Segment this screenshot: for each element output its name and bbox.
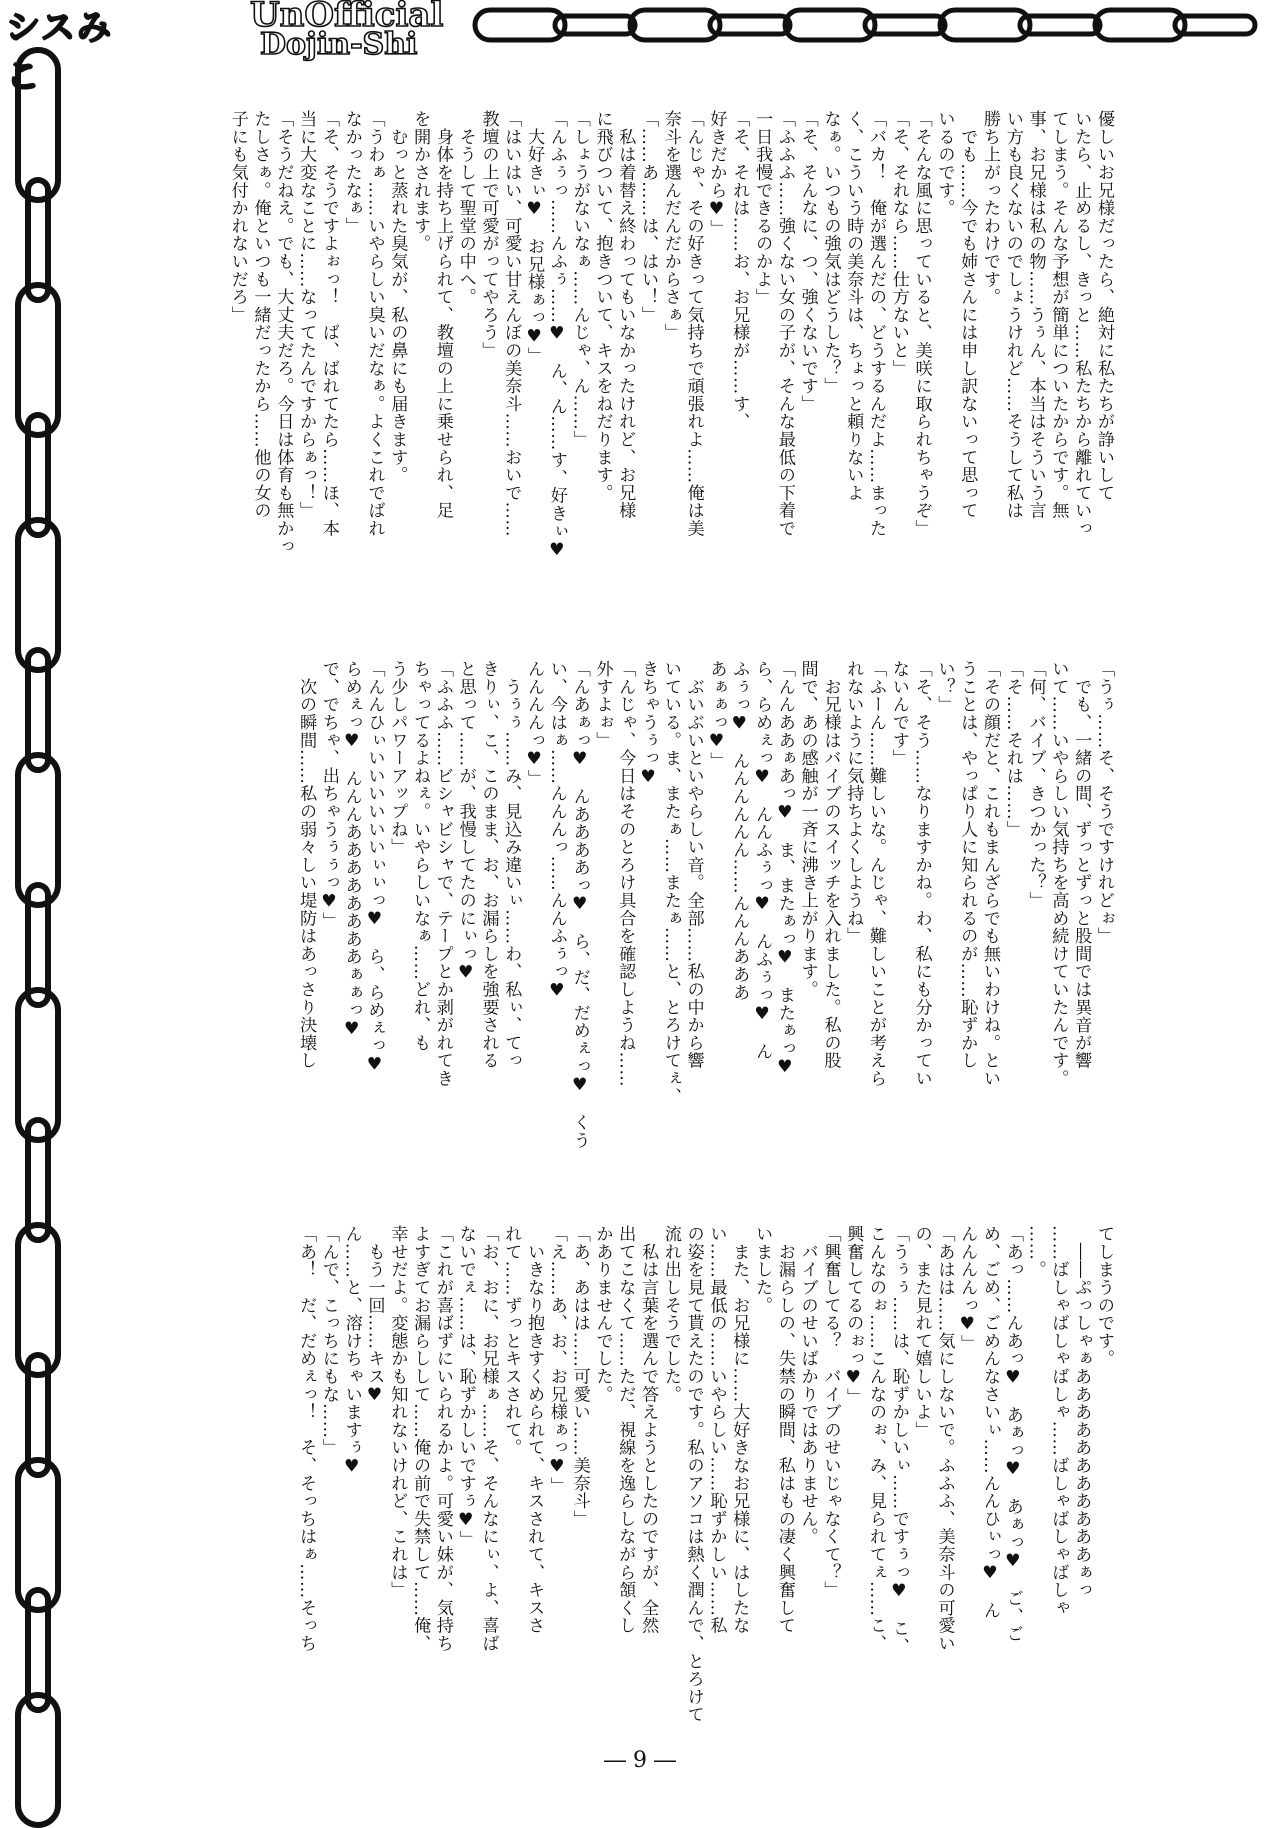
text-column: 次の瞬間……私の弱々しい堤防はあっさり決壊し (296, 660, 317, 1070)
text-column: 流れ出しそうでした。 (660, 1225, 681, 1403)
text-column: 「そ、それなら……仕方ないと」 (888, 110, 909, 377)
text-column: ふぅっ♥ んんんんんん……んんんあああ (729, 660, 750, 1001)
text-column: 教壇の上で可愛がってやろう」 (478, 110, 499, 360)
text-column: 幸せだよ。変態かも知れないけれど、これは」 (387, 1225, 408, 1599)
text-column: よすぎてお漏らしして……俺の前で失禁して……俺、 (410, 1225, 431, 1653)
text-column: 「しょうがないなぁ……んじゃ、ん……」 (569, 110, 590, 449)
chain-top-decoration (470, 0, 1280, 50)
text-column: 「バカ！ 俺が選んだの、どうするんだよ……まった (866, 110, 887, 538)
text-column: 「え……あ、お、お兄様ぁっ♥」 (546, 1225, 567, 1495)
text-column: い？」 (934, 660, 955, 714)
text-column: れないように気持ちよくしようね」 (843, 660, 864, 945)
text-column: ぶいぶいといやらしい音。全部……私の中から響 (683, 660, 704, 1070)
text-column: ……ばしゃばしゃばしゃ……ばしゃばしゃばしゃ (1048, 1225, 1069, 1617)
chain-left-decoration (0, 40, 80, 1828)
text-column: 事、お兄様は私の物……うぅん、本当はそういう言 (1025, 110, 1046, 520)
page-header (0, 0, 1280, 110)
text-column: 「ふふふ……強くない女の子が、そんな最低の下着で (774, 110, 795, 538)
text-column: たしさぁ。俺といつも一緒だったから……他の女の (250, 110, 271, 520)
text-column: 勝ち上がったわけです。 (980, 110, 1001, 306)
text-column: バイブのせいばかりではありません。 (797, 1225, 818, 1546)
text-column: うぅぅ……み、見込み違いぃ……わ、私ぃ、てっ (501, 660, 522, 1070)
text-column: 「その顔だと、これもまんざらでも無いわけね。とい (980, 660, 1001, 1088)
text-column: てしまうのです。 (1094, 1225, 1114, 1368)
text-column: 「そうだねえ。でも、大丈夫だろ。今日は体育も無かっ (273, 110, 294, 555)
text-column: 私は言葉を選んで答えようとしたのですが、全然 (638, 1225, 659, 1635)
text-column: 身体を持ち上げられて、教壇の上に乗せられ、足 (432, 110, 453, 520)
text-column: 「興奮してる？ バイブのせいじゃなくて？」 (820, 1225, 841, 1599)
text-column: 子にも気付かれないだろ」 (227, 110, 248, 324)
text-column: 「ふーん……難しいな。んじゃ、難しいことが考えら (866, 660, 887, 1088)
text-column: の姿を見て貰えたのです。私のアソコは熱く潤んで、とろけて (683, 1225, 704, 1724)
text-column: ないでぇ……は、恥ずかしいですぅ♥」 (455, 1225, 476, 1549)
text-column: 「……あ……は、はい！」 (638, 110, 659, 324)
text-column: いるのです。 (934, 110, 955, 217)
subtitle-line1: UnOfficial (250, 0, 444, 35)
text-column: 出てこなくて……ただ、視線を逸らしながら頷くし (615, 1225, 636, 1635)
text-column: 私は着替え終わってもいなかったけれど、お兄様 (615, 110, 636, 520)
text-column: 「何、バイブ、きつかった？」 (1025, 660, 1046, 910)
text-block-top (226, 110, 1115, 585)
text-column: 「そんな風に思っていると、美咲に取られちゃうぞ」 (911, 110, 932, 538)
text-column: お兄様はバイブのスイッチを入れました。私の股 (820, 660, 841, 1070)
text-column: い、今はぁ……んんんっ……んんふぅっ♥ (546, 660, 567, 1001)
text-column: んんんんっ♥」 (957, 1225, 978, 1353)
text-column: を開かされます。 (410, 110, 431, 253)
text-column: に飛びついて、抱きついて、キスをねだります。 (592, 110, 613, 502)
title-logo: シスみこ (6, 8, 113, 97)
text-column: お漏らしの、失禁の瞬間、私はもの凄く興奮して (774, 1225, 795, 1635)
text-column: また、お兄様に……大好きなお兄様に、はしたな (729, 1225, 750, 1635)
text-column: 「んんああぁあっ♥ ま、またぁっ♥ またぁっ♥ (774, 660, 795, 1078)
text-column: 「んじゃ、その好きって気持ちで頑張れよ……俺は美 (683, 110, 704, 538)
text-column: もう一回……キス♥ (364, 1225, 385, 1406)
text-column: 「そ……それは……」 (1002, 660, 1023, 838)
text-column: うことは、やっぱり人に知られるのが……恥ずかし (957, 660, 978, 1070)
text-column: い方も良くないのでしょうけれど……そうして私は (1002, 110, 1023, 520)
text-column: 奈斗を選んだんだからさぁ」 (660, 110, 681, 342)
text-column: れて……ずっとキスされて。 (501, 1225, 522, 1457)
text-column: いました。 (752, 1225, 773, 1314)
text-column: 当に大変なことに……なってたんですからぁっ！」 (296, 110, 317, 520)
text-column: らめぇっ♥ んんんああああああああぁぁっ♥ (341, 660, 362, 1040)
text-column: なかったなぁ」 (341, 110, 362, 235)
text-column: 「そ、それは……お、お兄様が……す、 (729, 110, 750, 431)
text-column: こんなのぉ……こんなのぉ、み、見られてぇ……こ、 (866, 1225, 887, 1653)
text-column: ちゃってるよねぇ。いやらしいなぁ……どれ、も (410, 660, 431, 1052)
text-column: う少しパワーアップね」 (387, 660, 408, 856)
text-column: 「そ、そんなに、つ、強くないです」 (797, 110, 818, 413)
text-column: きちゃうぅっ♥ (638, 660, 659, 788)
text-column: ……。 (1025, 1225, 1046, 1279)
text-column: 「うぅ……そ、そうですけれどぉ」 (1094, 660, 1114, 945)
text-column: 「んで、こっちにもな……」 (318, 1225, 339, 1457)
text-column: 大好きぃ♥ お兄様ぁっ♥」 (524, 110, 545, 365)
text-column: ないんです」 (888, 660, 909, 767)
text-column: 「んふぅっ……んふぅ……♥ ん、ん……す、好きぃ♥ (546, 110, 567, 561)
text-column: 「ふふふ……ビシャビシャで、テープとか剥がれてき (432, 660, 453, 1088)
subtitle (250, 0, 443, 60)
text-block-middle (294, 660, 1115, 1155)
text-column: 「うわぁ……いやらしい臭いだなぁ。よくこれでばれ (364, 110, 385, 538)
text-column: かありませんでした。 (592, 1225, 613, 1403)
text-column: いたら、止めるし、きっと……私たちから離れていっ (1071, 110, 1092, 538)
text-column: 興奮してるのぉっ♥」 (843, 1225, 864, 1406)
text-column: め、ごめ、ごめんなさいぃ……んんひぃっ♥ ん (980, 1225, 1001, 1620)
text-column: と思って……が、我慢してたのにぃっ♥ (455, 660, 476, 984)
text-column: 「これが喜ばずにいられるかよ。可愛い妹が、気持ち (432, 1225, 453, 1653)
text-column: 「あはは……気にしないで。ふふふ、美奈斗の可愛い (934, 1225, 955, 1653)
text-column: 「そ、そう……なりますかね。わ、私にも分かってい (911, 660, 932, 1088)
text-column: いきなり抱きすくめられて、キスされて、キスさ (524, 1225, 545, 1635)
text-column: い……最低の……いやらしい……恥ずかしい……私 (706, 1225, 727, 1635)
text-column: ら、らめぇっ♥ んんふぅっ♥ んふぅっ♥ ん (752, 660, 773, 1060)
text-column: きりぃ、こ、このまま、お、お漏らしを強要される (478, 660, 499, 1070)
text-column: 好きだから♥」 (706, 110, 727, 238)
text-column: 「あっ……んあっ♥ あぁっ♥ あぁっ♥ ご、ご (1002, 1225, 1023, 1643)
text-column: でも……今でも姉さんには申し訳ないって思って (957, 110, 978, 520)
text-column: の、また見れて嬉しいよ」 (911, 1225, 932, 1439)
text-column: で、でちゃ、出ちゃうぅぅっ♥」 (318, 660, 339, 930)
text-column: いている。ま、またぁ……またぁ……と、とろけてぇ、 (660, 660, 681, 1105)
text-column: 一日我慢できるのかよ」 (752, 110, 773, 306)
text-column: てしまう。そんな予想が簡単についたからです。無 (1048, 110, 1069, 520)
text-column: ――ぷっしゃぁあああああああああああぁっ (1071, 1225, 1092, 1599)
page-number: ― 9 ― (604, 1748, 676, 1773)
text-column: 「んじゃ、今日はそのとろけ具合を確認しようね…… (615, 660, 636, 1088)
text-block-bottom (294, 1225, 1115, 1725)
text-column: 「んんひぃいいいいいいぃぃっ♥ ら、らめぇっ♥ (364, 660, 385, 1075)
text-column: ん……と、溶けちゃいますぅ♥ (341, 1225, 362, 1477)
text-column: 「お、おに、お兄様ぁ……そ、そんなにぃ、よ、喜ば (478, 1225, 499, 1653)
text-column: 「うぅぅ……は、恥ずかしいぃ……ですぅっ♥ こ、 (888, 1225, 909, 1655)
text-column: 「はいはい、可愛い甘えんぼの美奈斗……おいで…… (501, 110, 522, 538)
text-column: く、こういう時の美奈斗は、ちょっと頼りないよ (843, 110, 864, 502)
text-column: 「んあぁっ♥ んああああっ♥ ら、だ、だめぇっ♥ くう (569, 660, 590, 1149)
text-column: 「そ、そうですよぉっ！ ば、ばれてたら……ほ、本 (318, 110, 339, 538)
text-column: あぁぁっ♥」 (706, 660, 727, 770)
text-column: 間で、あの感触が一斉に沸き上がります。 (797, 660, 818, 999)
text-column: むっと蒸れた臭気が、私の鼻にも届きます。 (387, 110, 408, 484)
text-column: 「あ！ だ、だめぇっ！ そ、そっちはぁ……そっち (296, 1225, 317, 1653)
subtitle-line2: Dojin-Shi (260, 27, 418, 62)
text-column: 優しいお兄様だったら、絶対に私たちが諍いして (1094, 110, 1114, 502)
text-column: そうして聖堂の中へ。 (455, 110, 476, 306)
text-column: いて……いやらしい気持ちを高め続けていたんです。 (1048, 660, 1069, 1088)
text-column: なぁ。いつもの強気はどうした？」 (820, 110, 841, 395)
text-column: でも、一緒の間、ずっとずっと股間では異音が響 (1071, 660, 1092, 1070)
text-column: 「あ、あはは……可愛い……美奈斗」 (569, 1225, 590, 1528)
text-column: 外すよぉ」 (592, 660, 613, 749)
text-column: んんんんっ♥」 (524, 660, 545, 788)
